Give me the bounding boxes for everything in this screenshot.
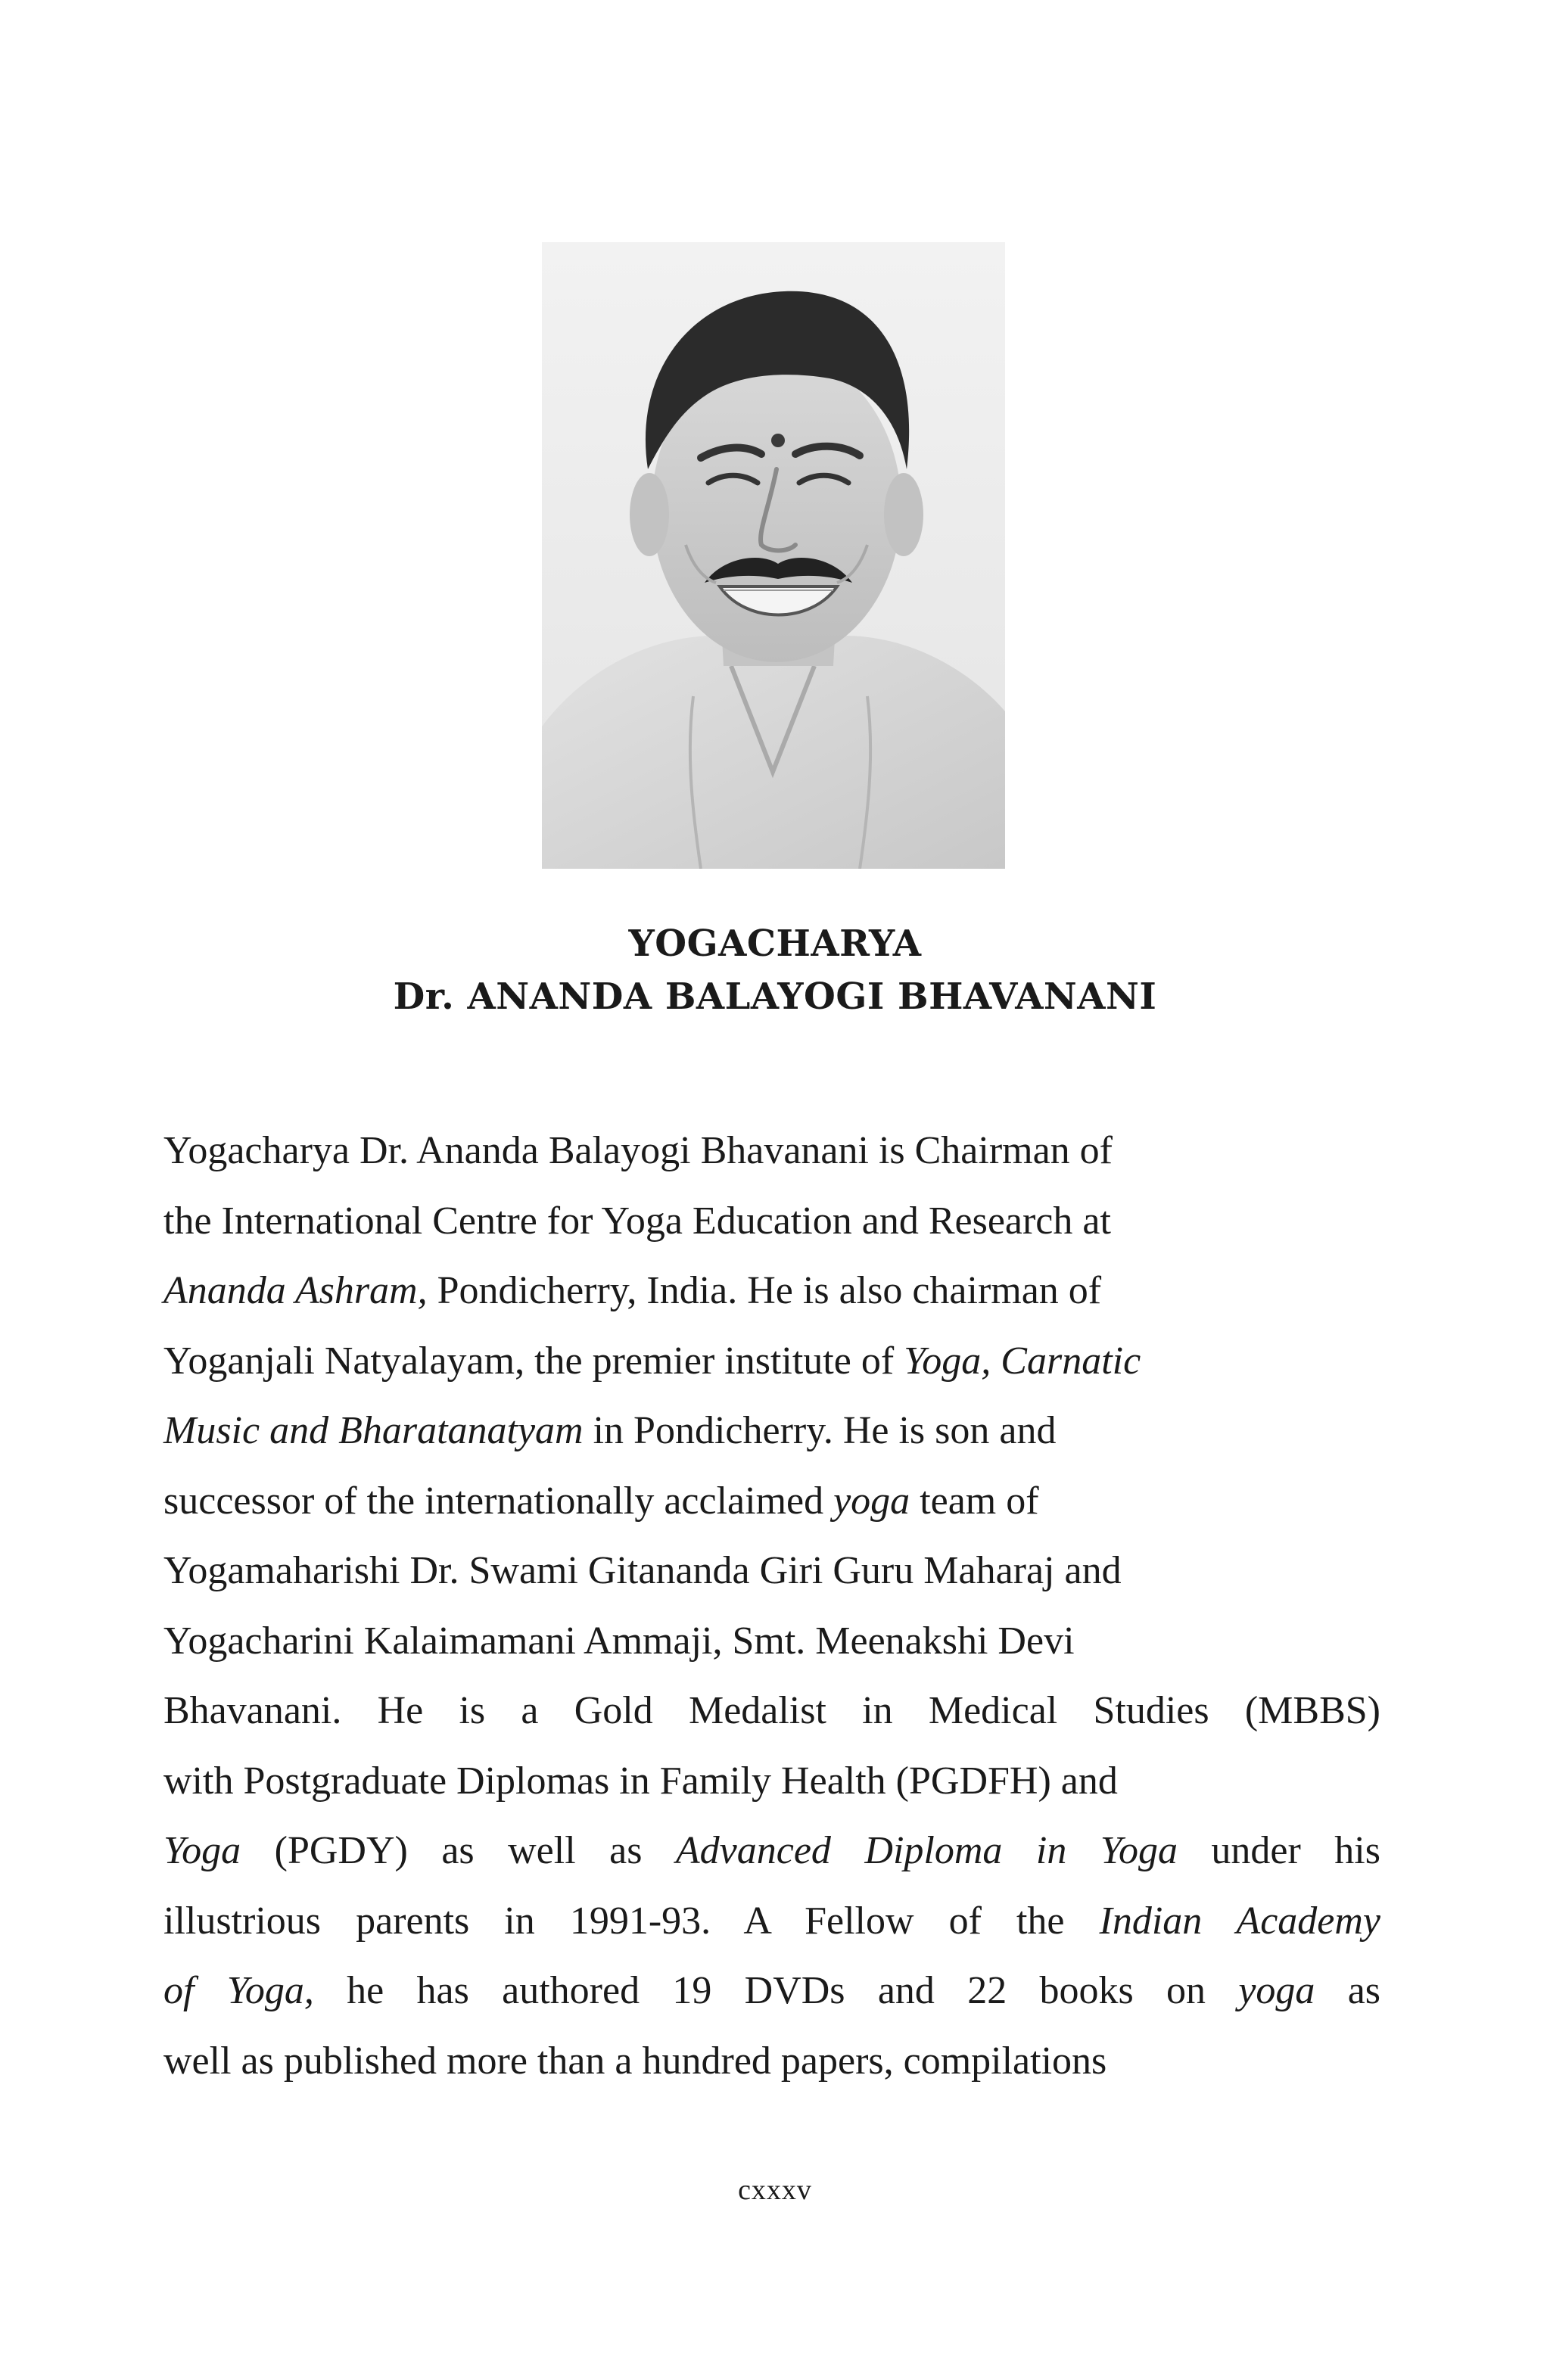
bio-text-italic: yoga [833, 1479, 910, 1523]
bio-line [163, 1887, 1380, 1957]
author-title: YOGACHARYA [628, 922, 922, 965]
bio-line [163, 1816, 1380, 1887]
bio-text: Yogacharini Kalaimamani Ammaji, Smt. Meenakshi Devi [163, 1619, 1075, 1663]
bio-line [163, 1467, 1380, 1537]
bio-text: team of [910, 1479, 1039, 1523]
bio-text: under his [1177, 1829, 1380, 1872]
bio-text: Pondicherry, India. He is also chairman of [427, 1269, 1102, 1312]
bio-text-italic: Yoga, Carnatic [904, 1339, 1141, 1383]
bio-text: successor of the internationally acclaimed [163, 1479, 834, 1523]
bio-text: as [1315, 1969, 1381, 2012]
bio-text [163, 1256, 1101, 1327]
bio-line [163, 1116, 1380, 1187]
bio-text [163, 1467, 1039, 1537]
author-portrait [542, 242, 1005, 869]
bio-line [163, 1747, 1380, 1817]
bio-text-italic: Ananda Ashram, [163, 1269, 428, 1312]
bio-text: in Pondicherry. He is son and [583, 1409, 1057, 1452]
bio-text-italic: Indian Academy [1099, 1899, 1380, 1943]
bio-text: with Postgraduate Diplomas in Family Health (PGDFH) and [163, 1759, 1118, 1803]
bio-text [163, 1816, 1380, 1887]
bio-line [163, 1396, 1380, 1467]
bio-text: Yoganjali Natyalayam, the premier institute of [163, 1339, 904, 1383]
bio-line [163, 1676, 1380, 1747]
bio-line [163, 1327, 1380, 1397]
bio-line [163, 1536, 1380, 1607]
bio-text: (PGDY) as well as [241, 1829, 676, 1872]
portrait-illustration [542, 242, 1005, 869]
bio-text-italic: Yoga [163, 1829, 241, 1872]
bio-text-italic: yoga [1238, 1969, 1315, 2012]
bio-text: Yogacharya Dr. Ananda Balayogi Bhavanani is Chairman of [163, 1129, 1113, 1172]
bio-text [163, 1396, 1056, 1467]
bio-line [163, 1187, 1380, 1257]
bio-text-italic: Music and Bharatanatyam [163, 1409, 584, 1452]
bio-line [163, 1956, 1380, 2027]
author-biography [163, 1116, 1380, 2096]
author-heading [0, 917, 1550, 1023]
bio-text-italic: of Yoga, [163, 1969, 314, 2012]
bio-text: well as published more than a hundred papers, compilations [163, 2039, 1107, 2083]
bio-text-italic: Advanced Diploma in Yoga [675, 1829, 1178, 1872]
bio-text: the International Centre for Yoga Education and Research at [163, 1199, 1111, 1243]
bio-text [163, 1887, 1380, 1957]
bio-line [163, 1607, 1380, 1677]
bio-text: illustrious parents in 1991-93. A Fellow of the [163, 1899, 1100, 1943]
bio-text: he has authored 19 DVDs and 22 books on [313, 1969, 1239, 2012]
bio-line [163, 2027, 1380, 2097]
page-number: cxxxv [738, 2174, 812, 2206]
bio-text [163, 1956, 1380, 2027]
author-name: Dr. ANANDA BALAYOGI BHAVANANI [393, 975, 1157, 1018]
bio-text [163, 1327, 1141, 1397]
bio-text: Bhavanani. He is a Gold Medalist in Medical Studies (MBBS) [163, 1689, 1380, 1732]
bio-line [163, 1256, 1380, 1327]
bio-text: Yogamaharishi Dr. Swami Gitananda Giri Guru Maharaj and [163, 1549, 1122, 1592]
